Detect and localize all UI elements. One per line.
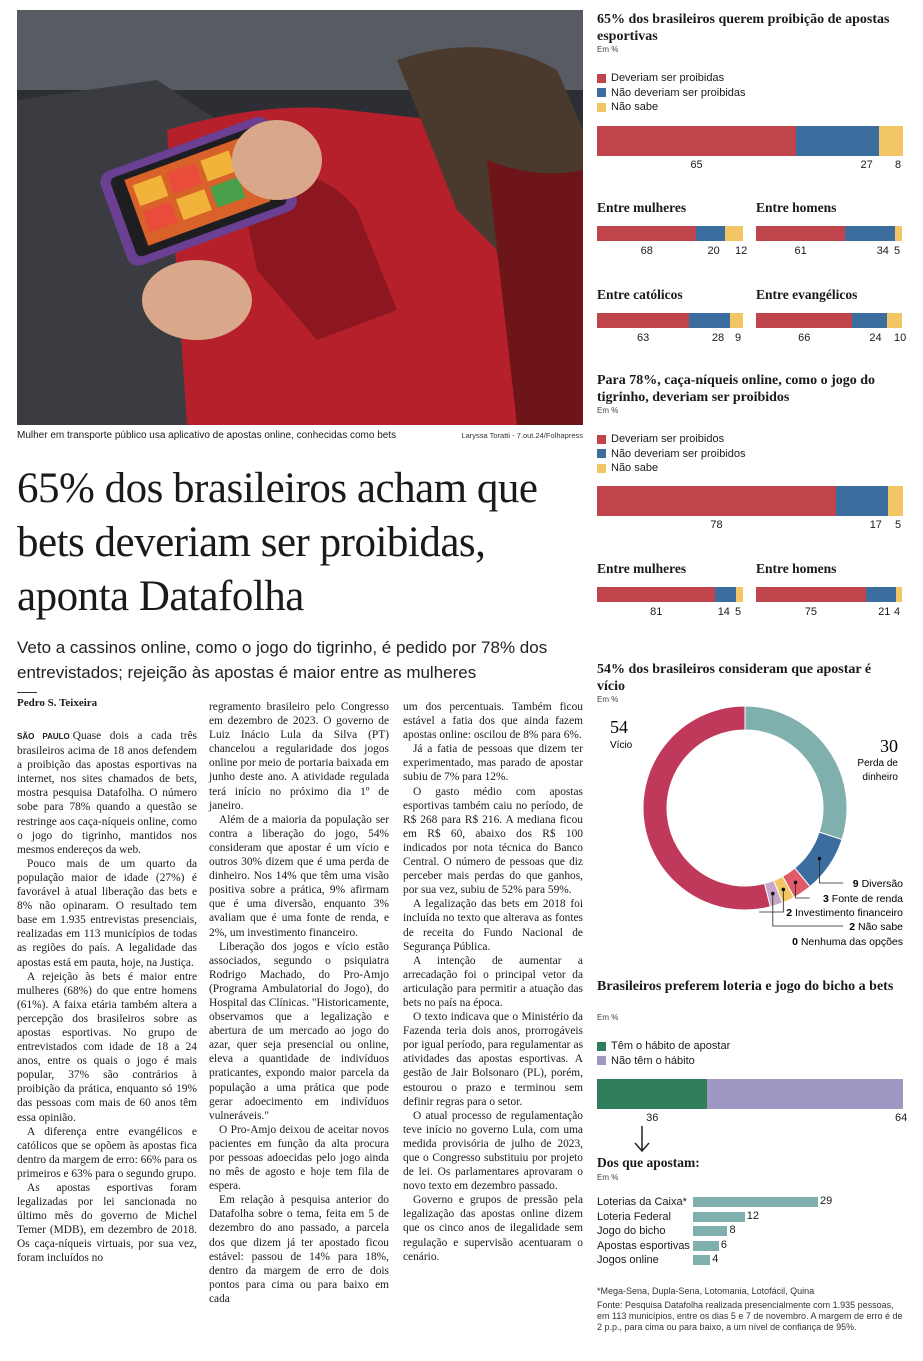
bar-segment: [597, 587, 715, 602]
article-column-1: [17, 729, 197, 1266]
chart4-sub-title: Dos que apostam:: [597, 1155, 700, 1170]
legend-label: Não têm o hábito: [611, 1054, 695, 1067]
chart1-group-bar: [756, 313, 902, 328]
bar-value-label: 81: [650, 606, 663, 618]
chart4-total-bar: [597, 1079, 903, 1109]
donut-callout: 9 Diversão: [852, 878, 903, 890]
donut-callout: 0 Nenhuma das opções: [792, 936, 903, 948]
chart1-group-bar: [756, 226, 902, 241]
bar-segment: [689, 313, 730, 328]
bar-value-label: 14: [717, 606, 730, 618]
bar-segment: [597, 226, 696, 241]
bar-value-label: 5: [895, 519, 902, 531]
chart-source: Fonte: Pesquisa Datafolha realizada presencialmente com 1.935 pessoas, em 113 municípios, entre os dias 5 e 7 de novembro. A margem de erro é de 2 p.p., para cima ou para baixo, a um nível de confiança de 95%.: [597, 1300, 903, 1332]
chart4-sub-unit: Em %: [597, 1173, 619, 1182]
chart4-legend: [597, 1039, 730, 1068]
bar-value-label: 65: [690, 159, 703, 171]
legend-swatch-yellow: [597, 103, 606, 112]
chart1-group-label: Entre homens: [756, 200, 837, 215]
hbar-category-label: Loterias da Caixa*: [597, 1196, 687, 1208]
chart2-title: Para 78%, caça-níqueis online, como o jogo do tigrinho, deveriam ser proibidos: [597, 373, 876, 405]
bar-segment: [597, 126, 796, 156]
legend-label: Deveriam ser proibidos: [611, 433, 725, 445]
bar-value-label: 17: [869, 519, 882, 531]
legend-swatch-blue: [597, 449, 606, 458]
bar-segment: [756, 313, 852, 328]
bar-segment: [866, 587, 897, 602]
bar-segment: [836, 486, 888, 516]
bar-segment: [597, 486, 836, 516]
chart2-group-label: Entre mulheres: [597, 561, 687, 576]
legend-label: Não deveriam ser proibidos: [611, 447, 746, 460]
legend-swatch-lavender: [597, 1056, 606, 1065]
donut-leader-dot: [771, 892, 775, 896]
donut-callout: 2 Investimento financeiro: [786, 907, 903, 919]
paragraph: A legalização das bets em 2018 foi incluída no texto que alterava as fontes de receita do Fundo Nacional de Segurança Pública.: [403, 898, 583, 953]
hbar-category-label: Jogos online: [597, 1254, 659, 1266]
bar-value-label: 66: [798, 332, 811, 344]
bar-segment: [736, 587, 743, 602]
chart3-unit: Em %: [597, 695, 619, 704]
donut-slice: [745, 706, 847, 840]
legend-swatch-red: [597, 74, 606, 83]
chart4-unit: Em %: [597, 1013, 619, 1022]
donut-leader-dot: [782, 888, 786, 892]
hbar: [693, 1255, 710, 1265]
hbar: [693, 1226, 727, 1236]
hbar: [693, 1212, 745, 1222]
hbar-value-label: 4: [712, 1253, 719, 1265]
down-arrow-icon: [632, 1126, 652, 1154]
bar-segment: [756, 226, 845, 241]
byline: Pedro S. Teixeira: [17, 697, 98, 709]
legend-label: Não sabe: [611, 101, 659, 113]
donut-value-label: 54: [610, 717, 628, 737]
chart2-unit: Em %: [597, 406, 619, 415]
bar-value-label: 20: [707, 245, 720, 257]
paragraph: A diferença entre evangélicos e católicos que se opõem às apostas fica dentro da margem de erro: 66% para os primeiros e 63% para o segundo grupo.: [17, 1125, 197, 1180]
hbar: [693, 1241, 719, 1251]
bar-segment: [852, 313, 887, 328]
bar-segment: [597, 1079, 707, 1109]
chart1-title: 65% dos brasileiros querem proibição de apostas esportivas: [597, 12, 890, 44]
paragraph: Já a fatia de pessoas que dizem ter experimentado, mas parado de apostar subiu de 7% para 12%.: [403, 743, 583, 784]
bar-segment: [597, 313, 689, 328]
paragraph: Governo e grupos de pressão pela legalização das apostas online dizem que os cinco anos de ilegalidade sem regulação e supervisão acentuaram o cenário.: [403, 1194, 583, 1263]
paragraph: Quase dois a cada três brasileiros acima de 18 anos defendem a proibição das apostas esportivas na internet, nos sites chamados de bets, mostra pesquisa Datafolha. O número sobe para 78% quando a questão se restringe aos caça-níqueis online, como o jogo do tigrinho, mantidos nos mesmos endereços da web.: [17, 730, 197, 856]
chart2-legend: [597, 432, 746, 476]
chart1-group-bar: [597, 313, 743, 328]
bar-segment: [730, 313, 743, 328]
paragraph: O texto indicava que o Ministério da Fazenda teria dois anos, prorrogáveis por igual período, para regulamentar as atividades das apostas esportivas. A gestão de Jair Bolsonaro (PL), porém, estourou o prazo e terminou sem definir regras para o setor.: [403, 1011, 583, 1108]
paragraph: regramento brasileiro pelo Congresso em dezembro de 2023. O governo de Luiz Inácio Lula da Silva (PT) chancelou a regularidade dos jogos online por meio de portaria baixada em junho deste ano. A atividade regulada terá início no próximo dia 1º de janeiro.: [209, 701, 389, 812]
paragraph: As apostas esportivas foram legalizadas por lei sancionada no último mês do governo de Michel Temer (MDB), em dezembro de 2018. Os caça-níqueis virtuais, por sua vez, foram incluídos no: [17, 1182, 197, 1265]
chart2-group-bar: [756, 587, 902, 602]
paragraph: Além de a maioria da população ser contra a liberação do jogo, 54% consideram que apostar é um vício e outros 30% dizem que é uma perda de dinheiro. Nos 14% que têm uma visão positiva sobre a prática, 9% afirmam que é uma diversão, enquanto 3% avaliam que é uma fonte de renda, e 2%, um investimento financeiro.: [209, 813, 389, 939]
chart2-group-bar: [597, 587, 743, 602]
bar-value-label: 5: [735, 606, 742, 618]
bar-value-label: 9: [735, 332, 742, 344]
donut-slice: [643, 706, 770, 910]
chart1-group-bar: [597, 226, 743, 241]
bar-segment: [845, 226, 895, 241]
legend-swatch-blue: [597, 88, 606, 97]
legend-swatch-yellow: [597, 464, 606, 473]
legend-label: Não sabe: [611, 462, 659, 474]
bar-value-label: 61: [794, 245, 807, 257]
dateline: SÃO PAULO: [17, 732, 70, 741]
chart1-total-bar: [597, 126, 903, 156]
bar-segment: [707, 1079, 903, 1109]
bar-value-label: 34: [876, 245, 889, 257]
hbar-category-label: Loteria Federal: [597, 1210, 671, 1223]
donut-leader-dot: [818, 857, 822, 861]
legend-swatch-red: [597, 435, 606, 444]
bar-value-label: 28: [711, 332, 725, 344]
paragraph: A intenção de aumentar a arrecadação foi o principal vetor da articulação para permitir a atuação das bets no país na época.: [403, 954, 583, 1009]
article-photo: [17, 10, 583, 425]
paragraph: O gasto médio com apostas esportivas também caiu no período, de R$ 268 para R$ 216. A mediana ficou em R$ 60, abaixo dos R$ 100 indicados por nota técnica do Banco Central. O número de pessoas que diz perceber mais perdas do que ganhos, por sua vez, subiu de 52% para 59%.: [403, 785, 583, 897]
hbar-value-label: 6: [720, 1238, 727, 1251]
bar-segment: [895, 226, 902, 241]
paragraph: Liberação dos jogos e vício estão associados, segundo o psiquiatra Rodrigo Machado, do Pro-Amjo (Programa Ambulatorial do Jogo), do Hospital das Clínicas. "Historicamente, observamos que a legalização e abertura de um mercado ao jogo do azar, quer seja presencial ou online, eleva a quantidade de indivíduos praticantes, expondo maior parcela da população a uma prática que pode gerar adoecimento em indivíduos vulneráveis.": [209, 940, 389, 1122]
headline: 65% dos brasileiros acham que bets deveriam ser proibidas, aponta Datafolha: [17, 465, 538, 620]
photo-caption: [17, 430, 583, 441]
bar-value-label: 63: [636, 332, 650, 344]
chart2-total-bar: [597, 486, 903, 516]
paragraph: Pouco mais de um quarto da população maior de idade (27%) é favorável à atual liberação das bets e 8% não opinaram. O resultado tem base em 1.935 entrevistas presenciais, realizadas em 113 municípios de todas as regiões do país. A legalidade das apostas está em pauta, hoje, na Justiça.: [17, 857, 197, 969]
bar-value-label: 12: [735, 245, 748, 257]
donut-leader-dot: [794, 881, 798, 885]
hbar: [693, 1197, 818, 1207]
chart1-group-label: Entre evangélicos: [756, 287, 858, 302]
chart-notes: [597, 1286, 907, 1333]
hbar-value-label: 29: [820, 1195, 833, 1207]
donut-value-label: 30: [880, 736, 898, 756]
bar-value-label: 75: [804, 606, 817, 618]
hbar-category-label: Apostas esportivas: [597, 1239, 690, 1252]
donut-category-label: Perda de: [857, 758, 898, 769]
article-column-2: [209, 700, 389, 1306]
legend-swatch-green: [597, 1042, 606, 1051]
chart1-group-label: Entre católicos: [597, 287, 683, 302]
hbar-value-label: 8: [729, 1224, 736, 1236]
chart1-legend: [597, 71, 746, 115]
legend-label: Têm o hábito de apostar: [611, 1040, 731, 1052]
bar-value-label: 27: [860, 159, 873, 171]
chart-footnote: *Mega-Sena, Dupla-Sena, Lotomania, Lotofácil, Quina: [597, 1286, 815, 1296]
donut-category-label: dinheiro: [862, 772, 898, 783]
chart2-group-label: Entre homens: [756, 561, 837, 576]
bar-value-label: 4: [894, 606, 901, 618]
bar-segment: [896, 587, 902, 602]
paragraph: Em relação à pesquisa anterior do Datafolha sobre o tema, feita em 5 de dezembro do ano passado, a parcela dos que dizem já ter apostado ficou estável: passou de 14% para 18%, dentro da margem de erro de dois pontos para cima ou para baixo em cada: [209, 1194, 389, 1305]
chart3-title: 54% dos brasileiros consideram que apostar é vício: [597, 662, 872, 694]
bar-segment: [888, 486, 903, 516]
paragraph: O Pro-Amjo deixou de aceitar novos pacientes em função da alta procura por pessoas adoecidas pelo jogo ainda no mês de agosto e hoje tem fila de espera.: [209, 1123, 389, 1193]
bar-value-label: 68: [640, 245, 653, 257]
hbar-category-label: Jogo do bicho: [597, 1225, 666, 1237]
bar-value-label: 21: [878, 606, 891, 618]
paragraph: um dos percentuais. Também ficou estável a fatia dos que ainda fazem apostas online: oscilou de 8% para 6%.: [403, 701, 583, 742]
bar-value-label: 24: [869, 332, 882, 344]
bar-value-label: 36: [646, 1112, 659, 1124]
chart1-unit: Em %: [597, 45, 619, 54]
chart4-title: Brasileiros preferem loteria e jogo do bicho a bets: [597, 979, 894, 994]
photo-credit: Laryssa Toratti - 7.out.24/Folhapress: [461, 431, 583, 440]
donut-callout: 3 Fonte de renda: [823, 893, 903, 905]
bar-value-label: 10: [894, 332, 907, 344]
bar-segment: [796, 126, 879, 156]
bar-segment: [696, 226, 725, 241]
bar-value-label: 78: [710, 519, 723, 531]
legend-label: Deveriam ser proibidas: [611, 72, 725, 84]
donut-callout: 2 Não sabe: [849, 921, 903, 933]
paragraph: O atual processo de regulamentação teve início no governo Lula, com uma medida provisória de julho de 2023, que o Congresso substituiu por projeto de lei. Os parlamentares aprovaram o novo texto em dezembro passado.: [403, 1109, 583, 1193]
bar-segment: [879, 126, 903, 156]
bar-value-label: 5: [894, 245, 901, 257]
bar-segment: [887, 313, 902, 328]
paragraph: A rejeição às bets é maior entre mulheres (68%) do que entre homens (61%). A faixa etária também altera a percepção dos brasileiros sobre as apostas esportivas. No grupo de entrevistados com idade de 18 a 24 anos, entre os quais o jogo é mais popular, 37% são contrários à proibição da prática, enquanto só 19% das pessoas com mais de 60 anos têm essa opinião.: [17, 970, 197, 1124]
bar-value-label: 8: [895, 159, 902, 171]
bar-segment: [715, 587, 735, 602]
hbar-value-label: 12: [746, 1209, 759, 1222]
bar-value-label: 64: [895, 1112, 908, 1124]
deck: Veto a cassinos online, como o jogo do tigrinho, é pedido por 78% dos entrevistados; rejeição às apostas é maior entre as mulheres: [17, 638, 548, 682]
article-column-3: [403, 700, 583, 1264]
donut-category-label: Vício: [610, 740, 633, 751]
chart1-group-label: Entre mulheres: [597, 200, 687, 215]
bar-segment: [725, 226, 743, 241]
caption-text: Mulher em transporte público usa aplicativo de apostas online, conhecidas como bets: [17, 430, 397, 441]
chart3-donut: [580, 700, 915, 960]
legend-label: Não deveriam ser proibidas: [611, 86, 746, 99]
bar-segment: [756, 587, 866, 602]
